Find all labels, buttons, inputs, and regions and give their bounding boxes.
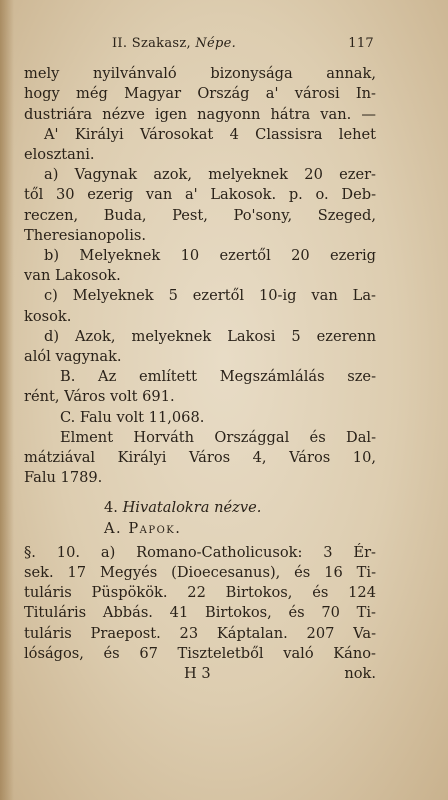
text-line: a) Vagynak azok, melyeknek 20 ezer-: [44, 166, 376, 184]
text-line: tuláris Püspökök. 22 Birtokos, és 124: [24, 584, 376, 602]
section-number: 4.: [104, 499, 118, 517]
text-line: lóságos, és 67 Tiszteletből való Káno-: [24, 644, 376, 662]
body-text: [24, 64, 376, 488]
subsection-heading: A. Papok.: [104, 519, 182, 537]
section-title: Hivatalokra nézve.: [122, 499, 262, 517]
text-line: B. Az említett Megszámlálás sze-: [60, 368, 376, 386]
section-heading: [24, 498, 376, 518]
text-line: b) Melyeknek 10 ezertől 20 ezerig: [44, 247, 376, 265]
text-line: A' Királyi Városokat 4 Classisra lehet: [44, 125, 376, 143]
running-header: [24, 34, 376, 54]
text-line: rént, Város volt 691.: [24, 388, 175, 406]
header-italic: Népe.: [195, 36, 237, 51]
text-line: tuláris Praepost. 23 Káptalan. 207 Va-: [24, 624, 376, 642]
text-line: től 30 ezerig van a' Lakosok. p. o. Deb-: [24, 186, 376, 204]
text-line: sek. 17 Megyés (Dioecesanus), és 16 Ti-: [24, 564, 376, 582]
text-line: C. Falu volt 11,068.: [60, 408, 205, 426]
text-line: d) Azok, melyeknek Lakosi 5 ezerenn: [44, 327, 376, 345]
text-line: Falu 1789.: [24, 469, 103, 487]
text-line: Elment Horváth Országgal és Dal-: [60, 428, 376, 446]
catchword: nok.: [344, 665, 376, 683]
text-line: elosztani.: [24, 146, 95, 164]
body-text-2: [24, 543, 376, 664]
header-title: [112, 34, 236, 54]
text-line: Theresianopolis.: [24, 226, 147, 244]
text-line: Tituláris Abbás. 41 Birtokos, és 70 Ti-: [24, 604, 376, 622]
text-line: mátziával Királyi Város 4, Város 10,: [24, 449, 376, 467]
text-line: §. 10. a) Romano-Catholicusok: 3 Ér-: [24, 543, 376, 561]
text-line: dustriára nézve igen nagyonn hátra van. —: [24, 105, 376, 123]
page-gutter-shadow: [0, 0, 14, 800]
text-block: [24, 34, 376, 684]
text-line: kosok.: [24, 307, 72, 325]
page-footer: [24, 664, 376, 684]
text-line: hogy még Magyar Ország a' városi In-: [24, 85, 376, 103]
text-line: van Lakosok.: [24, 267, 121, 285]
text-line: mely nyilvánvaló bizonysága annak,: [24, 65, 376, 83]
text-line: c) Melyeknek 5 ezertől 10-ig van La-: [44, 287, 376, 305]
header-section: II. Szakasz,: [112, 36, 191, 51]
page-number: 117: [348, 36, 374, 51]
signature-mark: H 3: [184, 665, 211, 683]
text-line: reczen, Buda, Pest, Po'sony, Szeged,: [24, 206, 376, 224]
text-line: alól vagynak.: [24, 348, 122, 366]
